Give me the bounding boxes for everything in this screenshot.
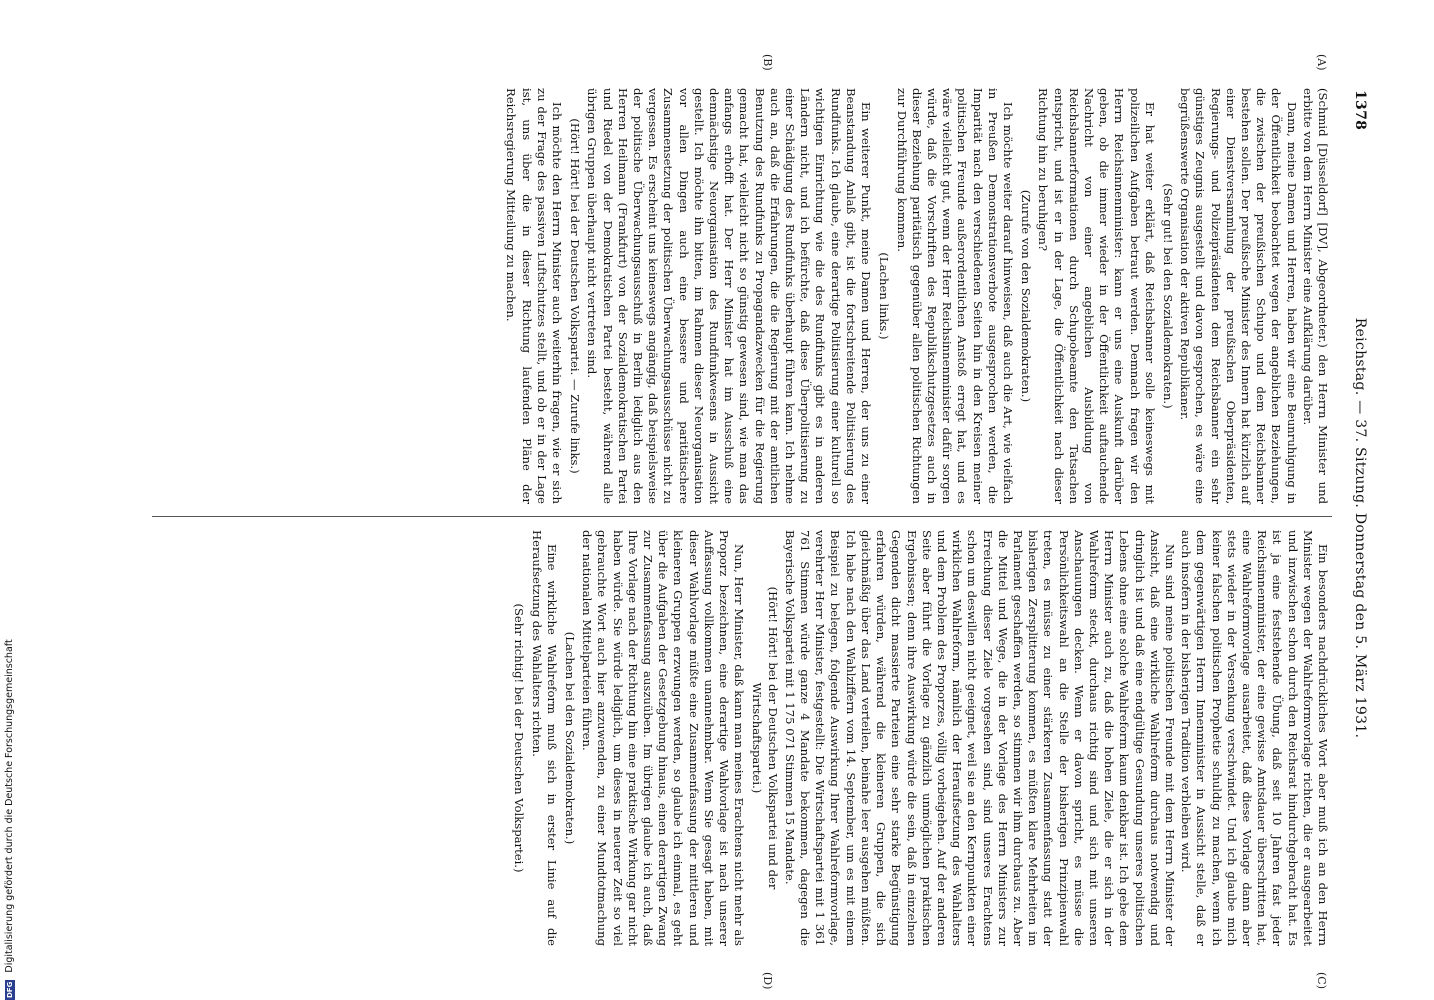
left-interjection: (Sehr gut! bei den Sozialdemokraten.) — [1160, 183, 1175, 409]
left-paragraph: Ein weiterer Punkt, meine Damen und Herren, der uns zu einer Beanstandung Anlaß gibt, ist die fortschreitende Politisierung des Rundfunks. Ich glaube, eine derartige Politisierung einer kulturell so wichtigen Einrichtung wie die des Rundfunks gibt es in anderen Ländern nicht, und ich befürchte, daß diese Überpolitisierung zu einer Schädigung des Rundfunks überhaupt führen kann. Ich nehme auch an, daß die Erfahrungen, die die Regierung mit der amtlichen Benutzung des Rundfunks zu Propagandazwecken für die Regierung gemacht hat, vielleicht nicht so günstig gewesen sind, wie man das anfangs erhofft hat. Der Herr Minister hat im Ausschuß eine demnächstige Neuorganisation des Rundfunkwesens in Aussicht gestellt. Ich möchte ihn bitten, im Rahmen dieser Neuorganisation vor allen Dingen auch eine bessere und paritätischere Zusammensetzung der politischen Überwachungsausschüsse nicht zu vergessen. Es erscheint uns keineswegs angängig, daß beispielsweise der politische Überwachungsausschuß in Berlin lediglich aus den Herren Heilmann (Frankfurt) von der Sozialdemokratischen Partei und Riedel von der Demokratischen Partei besteht, während alle übrigen Gruppen überhaupt nicht vertreten sind. — [585, 88, 874, 504]
page-number: 1378 — [1352, 90, 1368, 131]
margin-mark-d: (D) — [761, 972, 774, 990]
right-paragraph: Nun, Herr Minister, daß kann man meines Erachtens nicht mehr als Proporz bezeichnen, eine derartige Wahlvorlage ist nach unserer Auffassung vollkommen unannehmbar. Wenn Sie gesagt haben, mit dieser Wahlvorlage müßte eine Zusammenfassung der mittleren und kleineren Gruppen erzwungen werden, so glaube ich einmal, es geht über die Aufgaben der Gesetzgebung hinaus, einen derartigen Zwang zur Zusammenfassung auszuüben. Im übrigen glaube ich auch, daß Ihre Vorlage nach der Richtung hin eine praktische Wirkung gar nicht haben würde. Sie würde lediglich, um dieses in neuerer Zeit so viel gebrauchte Wort auch hier anzuwenden, zu einer Mundtotmachung der nationalen Mittelparteien führen. — [580, 530, 747, 946]
right-interjection: (Lachen bei den Sozialdemokraten.) — [563, 631, 578, 845]
rotated-page — [110, 54, 1372, 990]
right-interjection: (Hört! Hört! bei der Deutschen Volkspartei und der Wirtschaftspartei.) — [750, 586, 780, 890]
left-paragraph: Ich möchte den Herrn Minister auch weiterhin fragen, wie er sich zu der Frage des passiven Luftschutzes stellt, und ob er in der Lage ist, uns über die in dieser Richtung laufenden Pläne der Reichsregierung Mitteilung zu machen. — [504, 88, 565, 504]
right-paragraph: Eine wirkliche Wahlreform muß sich in erster Linie auf die Heraufsetzung des Wahlalters richten. — [529, 530, 559, 946]
footer-text: Digitalisierung gefördert durch die Deutsche Forschungsgemeinschaft — [4, 639, 15, 973]
digitization-footer — [4, 600, 18, 1000]
dfg-logo-icon: DFG — [5, 981, 14, 998]
right-column — [508, 530, 1330, 946]
margin-mark-b: (B) — [761, 54, 774, 71]
left-column — [502, 88, 1330, 504]
left-paragraph: Ich möchte weiter darauf hinweisen, daß auch die Art, wie vielfach in Preußen Demonstrationsverbote ausgesprochen werden, die Imparität nach den verschiedenen Seiten hin in den Kreisen meiner politischen Freunde außerordentlichen Anstoß erregt hat, und es wäre vielleicht gut, wenn der Herr Reichsinnenminister dafür sorgen würde, daß die Vorschriften des Republikschutzgesetzes auch in dieser Beziehung paritätisch gegenüber allen politischen Richtungen zur Durchführung kommen. — [894, 88, 1015, 504]
running-title: Reichstag. — 37. Sitzung. Donnerstag den 5. März 1931. — [1352, 317, 1368, 739]
left-paragraph: Dann, meine Damen und Herren, haben wir eine Beunruhigung in der Öffentlichkeit beobachtet wegen der angeblichen Beziehungen, die zwischen der preußischen Schupo und dem Reichsbanner bestehen sollen. Der preußische Minister des Innern hat kürzlich auf einer Dienstversammlung der preußischen Oberpräsidenten, Regierungs- und Polizeipräsidenten dem Reichsbanner ein sehr günstiges Zeugnis ausgestellt und davon gesprochen, es wäre eine begrüßenswerte Organisation der aktiven Republikaner. — [1178, 88, 1299, 504]
margin-mark-a: (A) — [1315, 54, 1328, 71]
page-header — [1338, 88, 1372, 968]
right-paragraph: Ein besonders nachdrückliches Wort aber muß ich an den Herrn Minister wegen der Wahlreformvorlage richten, die er ausgearbeitet und inzwischen schon durch den Reichsrat hindurchgebracht hat. Es ist ja eine feststehende Übung, daß seit 10 Jahren fast jeder Reichsinnenminister, der eine gewisse Amtsdauer überschritten hat, eine Wahlreformvorlage ausarbeitet, daß diese Vorlage dann aber stets wieder in der Versenkung verschwindet. Und ich glaube mich keiner falschen politischen Prophetie schuldig zu machen, wenn ich dem gegenwärtigen Herrn Innenminister in Aussicht stelle, daß er auch insofern in der bisherigen Tradition verbleiben wird. — [1179, 530, 1330, 946]
left-paragraph: (Schmid [Düsseldorf] [DV], Abgeordneter.) den Herrn Minister und erbitte von dem Herrn Minister eine Aufklärung darüber. — [1300, 88, 1330, 504]
margin-mark-c: (C) — [1315, 972, 1328, 989]
left-interjection: (Zurufe von den Sozialdemokraten.) — [1019, 189, 1034, 403]
left-interjection: (Lachen links.) — [877, 252, 892, 340]
right-interjection: (Sehr richtig! bei der Deutschen Volkspartei.) — [512, 603, 527, 873]
right-paragraph: Nun sind meine politischen Freunde mit dem Herrn Minister der Ansicht, daß eine wirkliche Wahlreform durchaus notwendig und dringlich ist und daß eine endgültige Gesundung unseres politischen Lebens ohne eine solche Wahlreform kaum denkbar ist. Ich gebe dem Herrn Minister auch zu, daß die hohen Ziele, die er sich in der Wahlreform steckt, durchaus richtig sind und sich mit unseren Anschauungen decken. Wenn er davon spricht, es müsse die Persönlichkeitswahl an die Stelle der bisherigen Prinzipienwahl treten, es müsse zu einer stärkeren Zusammenfassung statt der bisherigen Zersplitterung kommen, es müßten klare Mehrheiten im Parlament geschaffen werden, so stimmen wir ihm durchaus zu. Aber die Mittel und Wege, die in der Vorlage des Herrn Ministers zur Erreichung dieser Ziele vorgesehen sind, sind unseres Erachtens schon um deswillen nicht geeignet, weil sie an den Kernpunkten einer wirklichen Wahlreform, nämlich der Heraufsetzung des Wahlalters und dem Problem des Proporzes, völlig vorbeigehen. Auf der anderen Seite aber führt die Vorlage zu gänzlich unmöglichen praktischen Ergebnissen; denn ihre Auswirkung würde die sein, daß in einzelnen Gegenden dicht massierte Parteien eine sehr starke Begünstigung erfahren würden, während die kleineren Gruppen, die sich gleichmäßig über das Land verteilen, beinahe leer ausgehen müßten. Ich habe nach den Wahlziffern vom 14. September, um es mit einem Beispiel zu belegen, folgende Auswirkung Ihrer Wahlreformvorlage, verehrter Herr Minister, festgestellt: Die Wirtschaftspartei mit 1 361 761 Stimmen würde ganze 4 Mandate bekommen, dagegen die Bayerische Volkspartei mit 1 175 071 Stimmen 15 Mandate. — [782, 530, 1177, 946]
left-interjection: (Hört! Hört! bei der Deutschen Volkspartei. — Zurufe links.) — [568, 118, 583, 474]
column-divider — [152, 516, 1332, 517]
left-paragraph: Er hat weiter erklärt, daß Reichsbanner solle keineswegs mit polizeilichen Aufgaben betraut werden. Demnach fragen wir den Herrn Reichsinnenminister: kann er uns eine Auskunft darüber geben, ob die immer wieder in der Öffentlichkeit auftauchende Nachricht von einer angeblichen Ausbildung von Reichsbannerformationen durch Schupobeamte den Tatsachen entspricht, und ist er in der Lage, die Öffentlichkeit nach dieser Richtung hin zu beruhigen? — [1036, 88, 1157, 504]
